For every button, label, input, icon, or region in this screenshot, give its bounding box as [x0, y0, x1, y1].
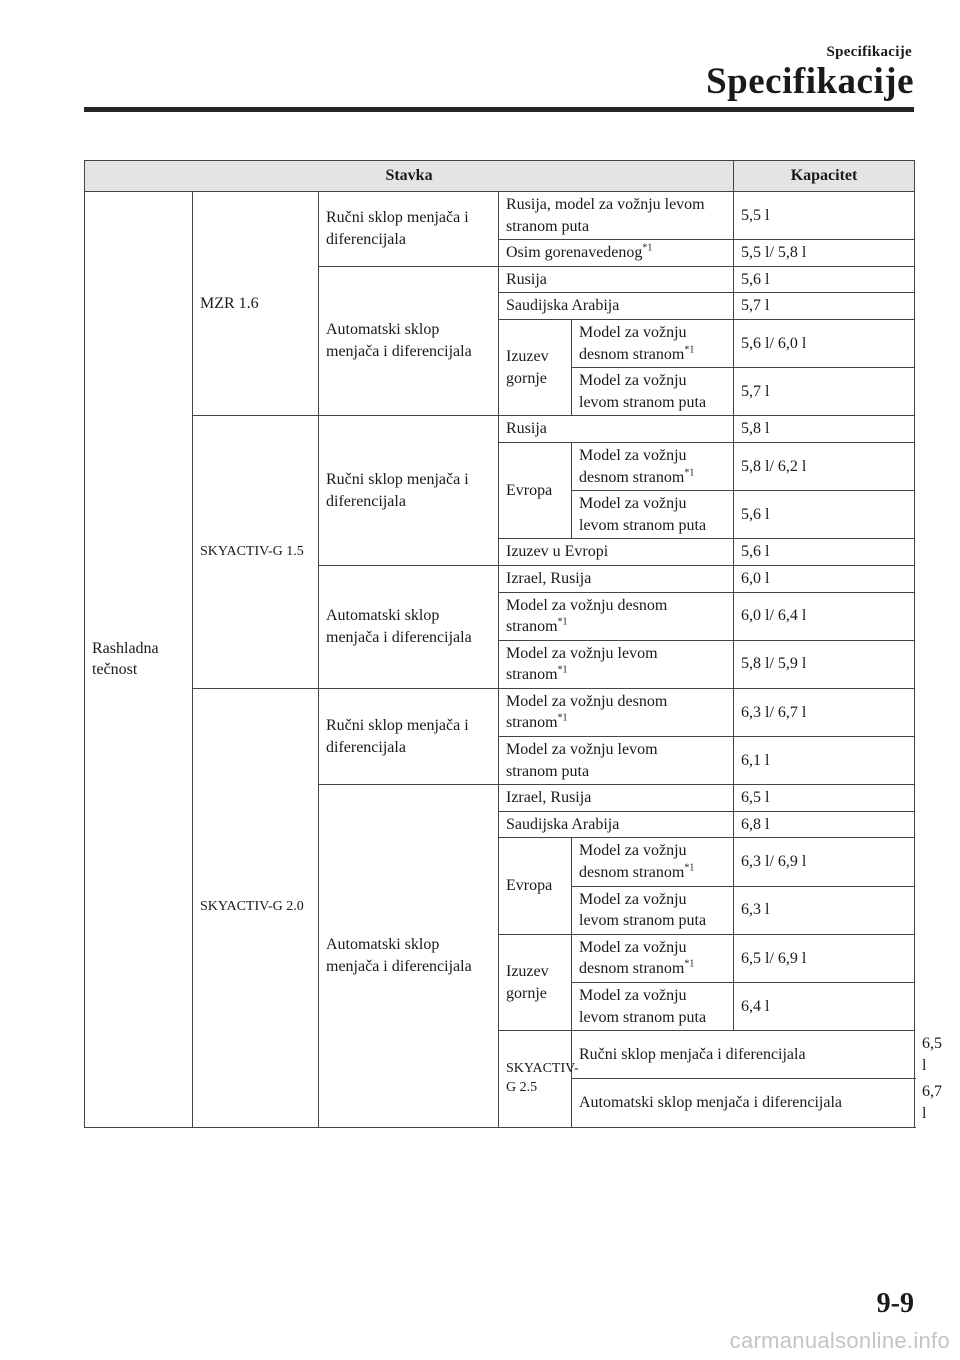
transmission-cell: Ručni sklop menjača i diferencijala	[319, 192, 499, 267]
col-header-item: Stavka	[85, 161, 734, 192]
footnote-mark: *1	[684, 959, 695, 971]
condition-cell: Model za vožnju levom stranom puta	[572, 983, 734, 1031]
table-row: SKYACTIV-G 2.5 Ručni sklop menjača i diferencijala 6,5 l	[85, 1031, 915, 1079]
footnote-mark: *1	[684, 862, 695, 874]
capacity-cell: 6,0 l	[734, 565, 915, 592]
capacity-cell: 5,7 l	[734, 368, 915, 416]
capacity-cell: 6,5 l	[734, 785, 915, 812]
capacity-cell: 5,6 l	[734, 539, 915, 566]
condition-cell: Model za vožnju levom stranom puta	[572, 491, 734, 539]
condition-text: Osim gorenavedenog	[506, 244, 643, 262]
table-row	[85, 416, 915, 443]
engine-cell: MZR 1.6	[193, 192, 319, 416]
section-title-small: Specifikacije	[826, 44, 912, 60]
condition-text: Model za vožnju levom stranom	[506, 644, 658, 684]
transmission-cell: Ručni sklop menjača i diferencijala	[319, 688, 499, 784]
engine-cell: SKYACTIV-G 2.5	[499, 1031, 572, 1127]
condition-cell: Rusija, model za vožnju levom stranom puta	[499, 192, 734, 240]
capacity-cell: 5,6 l	[734, 266, 915, 293]
capacity-cell: 5,5 l/ 5,8 l	[734, 240, 915, 267]
condition-cell	[572, 319, 734, 367]
condition-cell	[572, 934, 734, 982]
page-number: 9-9	[876, 1288, 914, 1319]
capacity-cell: 6,3 l/ 6,9 l	[734, 838, 915, 886]
footnote-mark: *1	[557, 664, 568, 676]
condition-cell: Izrael, Rusija	[499, 565, 734, 592]
capacity-cell: 6,3 l	[734, 886, 915, 934]
condition-cell: Saudijska Arabija	[499, 293, 734, 320]
capacity-cell: 5,8 l/ 6,2 l	[734, 442, 915, 490]
condition-cell: Izuzev u Evropi	[499, 539, 734, 566]
item-cell: Rashladna tečnost	[85, 192, 193, 1128]
table-row: Automatski sklop menjača i diferencijala 6,7 l	[85, 1079, 915, 1127]
table-row	[85, 688, 915, 736]
coolant-capacity-table	[84, 160, 943, 1128]
condition-cell	[499, 688, 734, 736]
condition-cell	[499, 640, 734, 688]
capacity-cell: 6,0 l/ 6,4 l	[734, 592, 915, 640]
region-cell: Izuzev gornje	[499, 934, 572, 1030]
capacity-cell: 6,1 l	[734, 737, 915, 785]
table-row	[85, 192, 915, 240]
condition-text: Model za vožnju desnom stranom	[579, 446, 687, 486]
capacity-cell: 6,5 l/ 6,9 l	[734, 934, 915, 982]
region-cell: Evropa	[499, 838, 572, 934]
condition-cell: Rusija	[499, 266, 734, 293]
section-title: Specifikacije	[706, 61, 914, 102]
condition-cell: Saudijska Arabija	[499, 811, 734, 838]
condition-cell: Izrael, Rusija	[499, 785, 734, 812]
transmission-cell: Automatski sklop menjača i diferencijala	[319, 266, 499, 416]
capacity-cell: 5,6 l/ 6,0 l	[734, 319, 915, 367]
condition-text: Model za vožnju desnom stranom	[579, 323, 687, 363]
condition-cell: Rusija	[499, 416, 734, 443]
capacity-cell: 5,5 l	[734, 192, 915, 240]
footnote-mark: *1	[642, 242, 653, 254]
capacity-cell: 5,8 l/ 5,9 l	[734, 640, 915, 688]
capacity-cell: 5,8 l	[734, 416, 915, 443]
condition-cell	[499, 592, 734, 640]
condition-cell	[572, 442, 734, 490]
condition-cell: Model za vožnju levom stranom puta	[572, 368, 734, 416]
capacity-cell: 6,4 l	[734, 983, 915, 1031]
condition-text: Model za vožnju desnom stranom	[579, 938, 687, 978]
condition-text: Model za vožnju desnom stranom	[506, 692, 668, 732]
transmission-cell: Automatski sklop menjača i diferencijala	[319, 565, 499, 688]
transmission-cell: Automatski sklop menjača i diferencijala	[319, 785, 499, 1127]
condition-text: Model za vožnju desnom stranom	[506, 596, 668, 636]
transmission-cell: Ručni sklop menjača i diferencijala	[319, 416, 499, 566]
condition-cell	[572, 838, 734, 886]
engine-cell: SKYACTIV-G 2.0	[193, 688, 319, 1127]
capacity-cell: 6,3 l/ 6,7 l	[734, 688, 915, 736]
capacity-cell: 5,6 l	[734, 491, 915, 539]
footnote-mark: *1	[557, 713, 568, 725]
condition-text: Model za vožnju desnom stranom	[579, 842, 687, 882]
col-header-capacity: Kapacitet	[734, 161, 915, 192]
condition-cell: Model za vožnju levom stranom puta	[499, 737, 734, 785]
transmission-cell: Automatski sklop menjača i diferencijala	[572, 1079, 915, 1127]
capacity-cell: 5,7 l	[734, 293, 915, 320]
transmission-cell: Ručni sklop menjača i diferencijala	[572, 1031, 915, 1079]
header-rule	[84, 107, 914, 112]
watermark: carmanualsonline.info	[729, 1328, 950, 1353]
footnote-mark: *1	[557, 616, 568, 628]
engine-cell: SKYACTIV-G 1.5	[193, 416, 319, 689]
condition-cell: Model za vožnju levom stranom puta	[572, 886, 734, 934]
region-cell: Izuzev gornje	[499, 319, 572, 415]
table-header-row	[85, 161, 915, 192]
footnote-mark: *1	[684, 467, 695, 479]
condition-cell	[499, 240, 734, 267]
region-cell: Evropa	[499, 442, 572, 538]
capacity-cell: 6,8 l	[734, 811, 915, 838]
footnote-mark: *1	[684, 344, 695, 356]
